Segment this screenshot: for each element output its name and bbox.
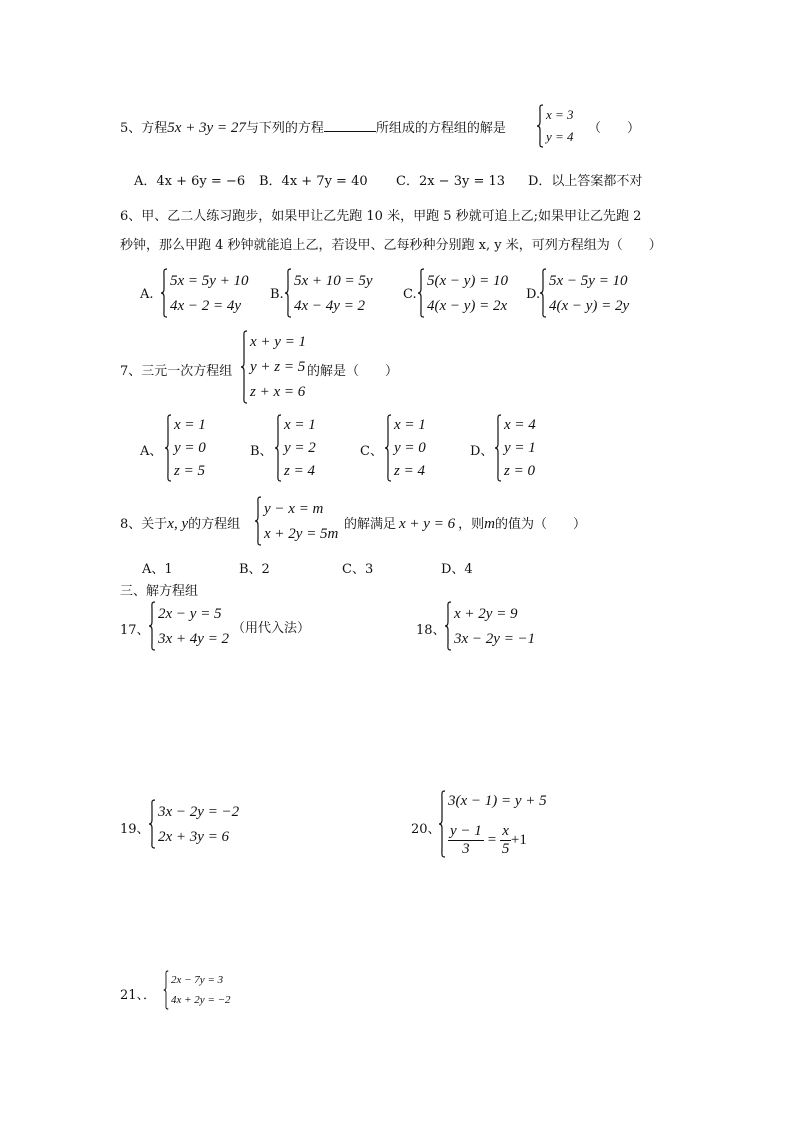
brace-icon [160, 268, 168, 318]
q7-suffix: 的解是（ ） [307, 364, 399, 379]
q21-eq1: 2x − 7y = 3 [171, 973, 224, 986]
q5-suffix: 所组成的方程组的解是 [375, 121, 506, 136]
q6-option-d-system[interactable] [539, 268, 629, 318]
q17-system [148, 601, 229, 651]
q6-stem-line1: 6、甲、乙二人练习跑步，如果甲让乙先跑 10 米，甲跑 5 秒就可追上乙;如果甲让乙先跑 2 [120, 209, 642, 224]
q20-label: 20、 [411, 822, 441, 837]
q7-eq1: x + y = 1 [250, 334, 307, 351]
q7-option-d-system[interactable] [494, 414, 536, 482]
section-title: 三、解方程组 [120, 584, 199, 599]
q8-cond-pre: 的解满足 [344, 517, 397, 532]
q8-system [254, 496, 338, 546]
brace-icon [438, 790, 446, 858]
brace-icon [274, 414, 282, 482]
brace-icon [284, 268, 292, 318]
brace-icon [539, 268, 547, 318]
q8-stem-start [120, 513, 240, 533]
q18-system [444, 601, 535, 651]
q19-eq2: 2x + 3y = 6 [158, 828, 230, 845]
q8-eq1: y − x = m [264, 500, 324, 517]
q6-option-d-label[interactable]: D. [526, 287, 541, 302]
q8-option-b[interactable]: B、2 [239, 562, 270, 577]
q20-eq1: 3(x − 1) = y + 5 [448, 793, 547, 809]
q19-eq1: 3x − 2y = −2 [158, 803, 240, 820]
q20-system [438, 790, 547, 858]
q7-eq2: y + z = 5 [250, 358, 306, 375]
q5-sol-x: x = 3 [546, 107, 574, 122]
q8-prefix: 8、关于 [120, 517, 168, 532]
q5-option-b[interactable]: B．4x + 7y = 40 [259, 174, 368, 189]
q6-option-a-system[interactable] [160, 268, 249, 318]
brace-icon [148, 601, 156, 651]
brace-icon [240, 330, 248, 404]
q21-system [163, 970, 231, 1010]
q8-vars: x, y [167, 516, 189, 532]
q5-solution-system [536, 104, 574, 148]
q7-a-x: x = 1 [174, 417, 206, 434]
q6-stem-line2: 秒钟，那么甲跑 4 秒钟就能追上乙，若设甲、乙每秒种分别跑 x, y 米，可列方程组为（ ） [120, 238, 662, 253]
q6-option-c-system[interactable] [417, 268, 508, 318]
q6-option-c-label[interactable]: C. [403, 287, 417, 302]
q20-tail: +1 [510, 832, 527, 848]
q19-system [148, 799, 239, 849]
q7-c-y: y = 0 [394, 439, 426, 456]
q5-equation: 5x + 3y = 27 [167, 120, 246, 136]
q5-sol-y: y = 4 [546, 129, 574, 144]
q5-middle: 与下列的方程 [245, 121, 324, 136]
q8-option-a[interactable]: A、1 [142, 562, 173, 577]
q8-option-c[interactable]: C、3 [342, 562, 374, 577]
brace-icon [444, 601, 452, 651]
q6-c-eq2: 4(x − y) = 2x [427, 297, 508, 314]
brace-icon [384, 414, 392, 482]
q20-eq-sign: = [487, 832, 497, 848]
q7-option-c-label[interactable]: C、 [360, 444, 383, 459]
brace-icon [417, 268, 425, 318]
q8-suffix: 的值为（ ） [494, 517, 586, 532]
q20-frac2-num: x [502, 823, 509, 839]
q7-option-b-label[interactable]: B、 [250, 444, 273, 459]
q6-d-eq1: 5x − 5y = 10 [549, 272, 628, 289]
q7-d-z: z = 0 [504, 462, 535, 479]
q8-option-d[interactable]: D、4 [441, 562, 473, 577]
q6-a-eq2: 4x − 2 = 4y [170, 297, 242, 314]
q17-note: （用代入法） [232, 621, 311, 636]
q7-eq3: z + x = 6 [250, 383, 306, 400]
q18-eq1: x + 2y = 9 [454, 605, 518, 622]
brace-icon [164, 414, 172, 482]
q19-label: 19、 [120, 822, 150, 837]
q7-b-y: y = 2 [284, 439, 316, 456]
q6-option-b-system[interactable] [284, 268, 373, 318]
q7-system [240, 330, 306, 404]
q21-eq2: 4x + 2y = −2 [171, 993, 231, 1006]
q7-c-x: x = 1 [394, 417, 426, 434]
q8-stem-end [344, 513, 586, 533]
q7-d-x: x = 4 [504, 417, 536, 434]
q7-option-a-label[interactable]: A、 [140, 444, 163, 459]
q7-option-b-system[interactable] [274, 414, 316, 482]
brace-icon [148, 799, 156, 849]
q6-option-a-label[interactable]: A. [140, 287, 154, 302]
q7-b-z: z = 4 [284, 462, 315, 479]
q5-blank [324, 119, 376, 132]
q5-stem [120, 117, 506, 137]
brace-icon [494, 414, 502, 482]
q5-option-a[interactable]: A．4x + 6y = −6 [134, 174, 246, 189]
q8-cond-post: ，则 [458, 517, 485, 532]
brace-icon [163, 970, 169, 1010]
q6-b-eq1: 5x + 10 = 5y [294, 272, 373, 289]
brace-icon [254, 496, 262, 546]
q7-c-z: z = 4 [394, 462, 425, 479]
q5-prefix: 5、方程 [120, 121, 168, 136]
q5-option-c[interactable]: C．2x − 3y = 13 [396, 174, 506, 189]
q17-label: 17、 [120, 623, 150, 638]
q20-frac1-num: y − 1 [450, 823, 482, 839]
q7-option-d-label[interactable]: D、 [470, 444, 494, 459]
q7-option-a-system[interactable] [164, 414, 206, 482]
q7-a-z: z = 5 [174, 462, 205, 479]
q6-a-eq1: 5x = 5y + 10 [170, 272, 249, 289]
q20-frac1-den: 3 [462, 841, 470, 857]
q20-eq2 [448, 823, 547, 858]
q21-label: 21、． [120, 988, 157, 1003]
q17-eq2: 3x + 4y = 2 [158, 630, 230, 647]
q6-b-eq2: 4x − 4y = 2 [294, 297, 366, 314]
q20-frac1 [448, 823, 484, 858]
q8-cond: x + y = 6 [399, 516, 456, 532]
brace-icon [536, 104, 544, 148]
q5-answer-paren: （ ） [588, 121, 641, 136]
q18-label: 18、 [416, 623, 446, 638]
q17-eq1: 2x − y = 5 [158, 605, 222, 622]
q7-a-y: y = 0 [174, 439, 206, 456]
q20-frac2 [500, 823, 511, 858]
q8-mid: 的方程组 [188, 517, 241, 532]
q7-prefix: 7、三元一次方程组 [120, 364, 233, 379]
q6-c-eq1: 5(x − y) = 10 [427, 272, 509, 289]
q20-frac2-den: 5 [501, 841, 510, 857]
q7-d-y: y = 1 [504, 439, 536, 456]
q6-d-eq2: 4(x − y) = 2y [549, 297, 630, 314]
q8-eq2: x + 2y = 5m [264, 525, 339, 542]
q6-option-b-label[interactable]: B. [270, 287, 284, 302]
q8-var: m [484, 516, 495, 532]
q5-option-d[interactable]: D．以上答案都不对 [528, 174, 643, 189]
q7-b-x: x = 1 [284, 417, 316, 434]
q18-eq2: 3x − 2y = −1 [454, 630, 536, 647]
q7-option-c-system[interactable] [384, 414, 426, 482]
